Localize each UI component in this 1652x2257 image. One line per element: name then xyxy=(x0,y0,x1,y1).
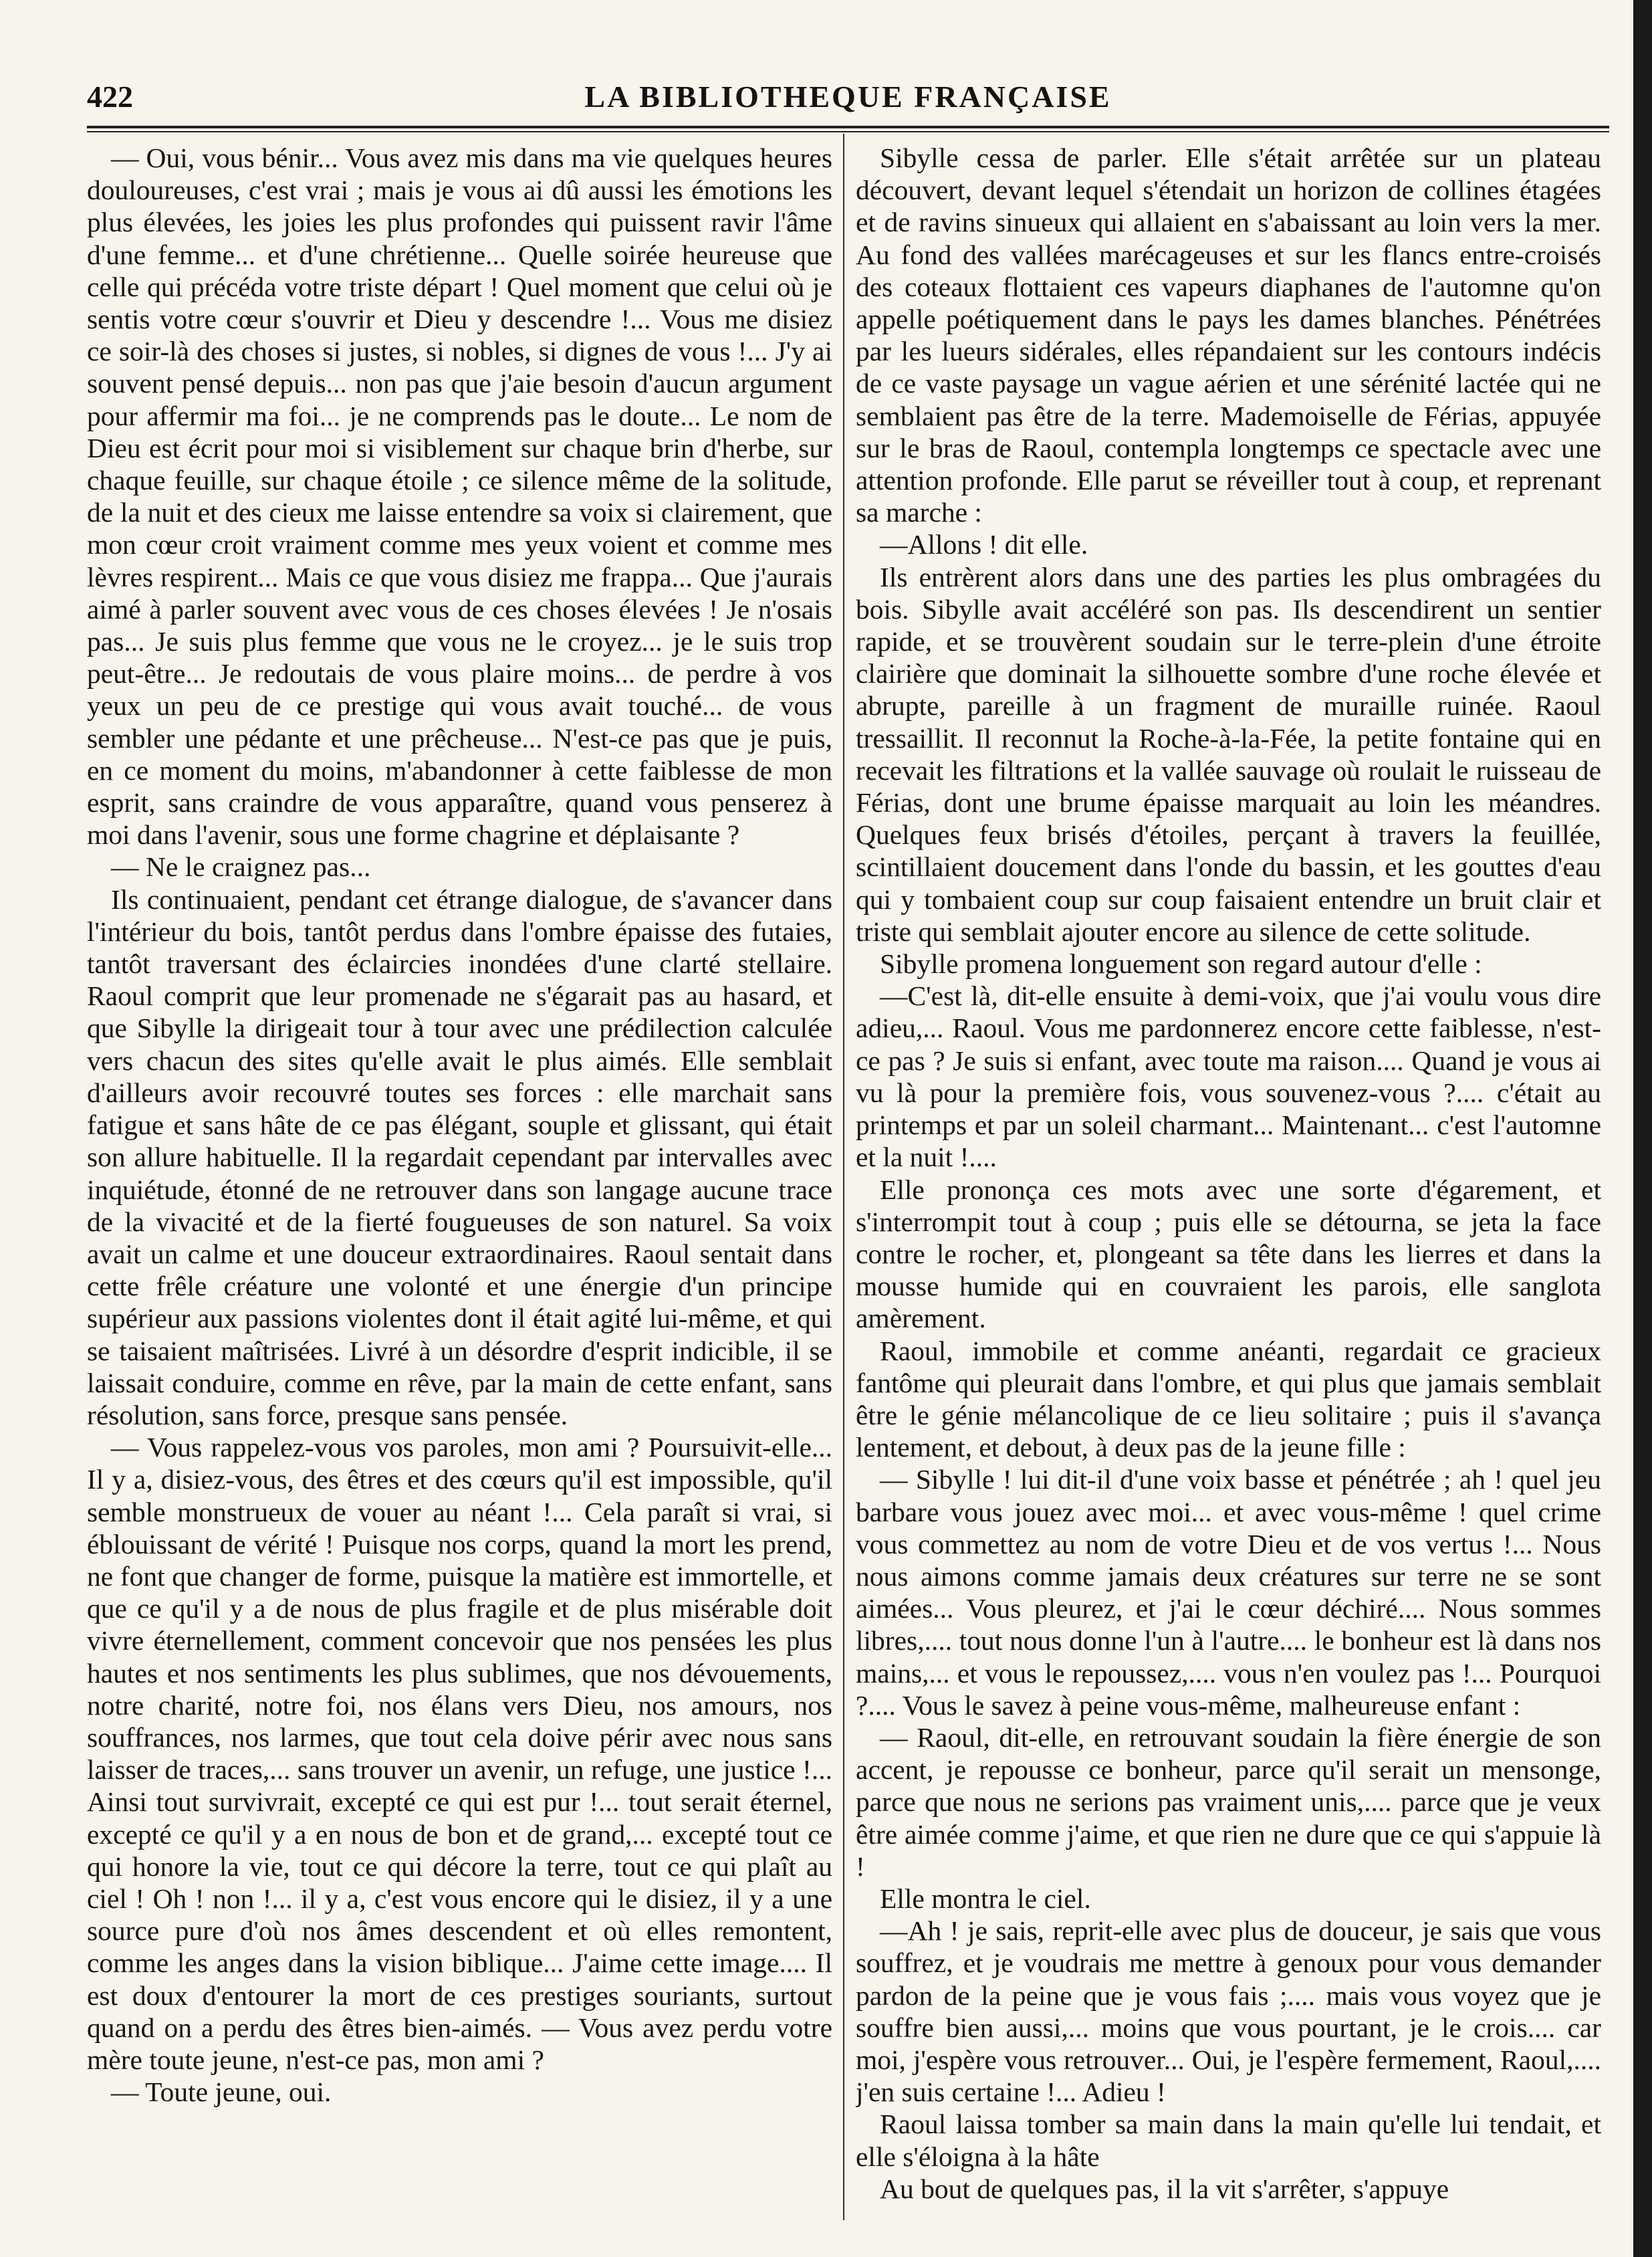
paragraph: Sibylle promena longuement son regard autour d'elle : xyxy=(880,948,1482,980)
left-column xyxy=(87,142,832,2222)
scan-edge xyxy=(1633,0,1652,2257)
page-header xyxy=(87,79,1609,120)
paragraph: Sibylle cessa de parler. Elle s'était arrêtée sur un plateau découvert, devant lequel s'étendait un horizon de collines étagées et de ravins sinueux qui allaient en s'abaissant au loin vers la mer. Au fond des vallées marécageuses et sur les flancs entre-croisés des coteaux flottaient ces vapeurs diaphanes de l'automne qu'on appelle poétiquement dans le pays les dames blanches. Pénétrées par les lueurs sidérales, elles répandaient sur les contours indécis de ce vaste paysage un vague aérien et une sérénité lactée qui ne semblaient pas être de la terre. Mademoiselle de Férias, appuyée sur le bras de Raoul, contempla longtemps ce spectacle avec une attention profonde. Elle parut se réveiller tout à coup, et reprenant sa marche : xyxy=(856,142,1601,528)
paragraph: — Toute jeune, oui. xyxy=(111,2076,332,2108)
paragraph: — Raoul, dit-elle, en retrouvant soudain la fière énergie de son accent, je repousse ce bonheur, parce qu'il serait un mensonge, parce que nous ne serions pas vraiment unis,.... parce que je veux être aimée comme j'aime, et que rien ne dure que ce qui s'appuie là ! xyxy=(856,1721,1601,1882)
header-rule-thin xyxy=(87,131,1609,132)
paragraph: Au bout de quelques pas, il la vit s'arrêter, s'appuye xyxy=(880,2173,1449,2204)
paragraph: Raoul laissa tomber sa main dans la main qu'elle lui tendait, et elle s'éloigna à la hâte xyxy=(856,2109,1601,2172)
paragraph: — Oui, vous bénir... Vous avez mis dans ma vie quelques heures douloureuses, c'est vrai ; mais je vous ai dû aussi les émotions les plus élevées, les joies les plus profondes qui puissent ravir l'âme d'une femme... et d'une chrétienne... Quelle soirée heureuse que celle qui précéda votre triste départ ! Quel moment que celui où je sentis votre cœur s'ouvrir et Dieu y descendre !... Vous me disiez ce soir-là des choses si justes, si nobles, si dignes de vous !... J'y ai souvent pensé depuis... non pas que j'aie besoin d'aucun argument pour affermir ma foi... je ne comprends pas le doute... Le nom de Dieu est écrit pour moi si visiblement sur chaque brin d'herbe, sur chaque feuille, sur chaque étoile ; ce silence même de la solitude, de la nuit et des cieux me laisse entendre sa voix si clairement, que mon cœur croit vraiment comme mes yeux voient et comme mes lèvres respirent... Mais ce que vous disiez me frappa... Que j'aurais aimé à parler souvent avec vous de ces choses élevées ! Je n'osais pas... Je suis plus femme que vous ne le croyez... je le suis trop peut-être... Je redoutais de vous plaire moins... de perdre à vos yeux un peu de ce prestige qui vous avait touché... de vous sembler une pédante et une prêcheuse... N'est-ce pas que je puis, en ce moment du moins, m'abandonner à cette faiblesse de mon esprit, sans craindre de vous apparaître, quand vous penserez à moi dans l'avenir, sous une forme chagrine et déplaisante ? xyxy=(87,142,832,851)
paragraph: Raoul, immobile et comme anéanti, regardait ce gracieux fantôme qui pleurait dans l'ombre, et qui plus que jamais semblait être le génie mélancolique de ce lieu solitaire ; puis il s'avança lentement, et debout, à deux pas de la jeune fille : xyxy=(856,1335,1601,1463)
paragraph: — Vous rappelez-vous vos paroles, mon ami ? Poursuivit-elle... Il y a, disiez-vous, des êtres et des cœurs qu'il est impossible, qu'il semble monstrueux de vouer au néant !... Cela paraît si vrai, si éblouissant de vérité ! Puisque nos corps, quand la mort les prend, ne font que changer de forme, puisque la matière est immortelle, et que ce qu'il y a de nous de plus fragile et de plus misérable doit vivre éternellement, comment concevoir que nos pensées les plus hautes et nos sentiments les plus sublimes, que nos dévouements, notre charité, notre foi, nos élans vers Dieu, nos amours, nos souffrances, nos larmes, que tout cela doive périr avec nous sans laisser de traces,... sans trouver un avenir, un refuge, une justice !... Ainsi tout survivrait, excepté ce qui est pur !... tout serait éternel, excepté ce qu'il y a en nous de bon et de grand,... excepté tout ce qui honore la vie, tout ce qui décore la terre, tout ce qui plaît au ciel ! Oh ! non !... il y a, c'est vous encore qui le disiez, il y a une source pure d'où nos âmes descendent et où elles remontent, comme les anges dans la vision biblique... J'aime cette image.... Il est doux d'entourer la mort de ces prestiges souriants, surtout quand on a perdu des êtres bien-aimés. — Vous avez perdu votre mère toute jeune, n'est-ce pas, mon ami ? xyxy=(87,1432,832,2075)
column-divider xyxy=(843,134,844,2220)
paragraph: —Allons ! dit elle. xyxy=(880,529,1088,560)
right-column xyxy=(856,142,1601,2222)
paragraph: —Ah ! je sais, reprit-elle avec plus de douceur, je sais que vous souffrez, et je voudrais me mettre à genoux pour vous demander pardon de la peine que je vous fais ;.... mais vous voyez que je souffre bien aussi,... moins que vous pourtant, je le crois.... car moi, j'espère vous retrouver... Oui, je l'espère fermement, Raoul,.... j'en suis certaine !... Adieu ! xyxy=(856,1915,1601,2108)
running-title: LA BIBLIOTHEQUE FRANÇAISE xyxy=(584,80,1112,114)
paragraph: — Sibylle ! lui dit-il d'une voix basse et pénétrée ; ah ! quel jeu barbare vous jouez avec moi... et avec vous-même ! quel crime vous commettez au nom de votre Dieu et de vos vertus !... Nous nous aimons comme jamais deux créatures sur terre ne se sont aimées... Vous pleurez, et j'ai le cœur déchiré.... Nous sommes libres,.... tout nous donne l'un à l'autre.... le bonheur est là dans nos mains,... et vous le repoussez,.... vous n'en voulez pas !... Pourquoi ?.... Vous le savez à peine vous-même, malheureuse enfant : xyxy=(856,1464,1601,1721)
paragraph: —C'est là, dit-elle ensuite à demi-voix, que j'ai voulu vous dire adieu,... Raoul. Vous me pardonnerez encore cette faiblesse, n'est-ce pas ? Je suis si enfant, avec toute ma raison.... Quand je vous ai vu là pour la première fois, vous souvenez-vous ?.... c'était au printemps et par un soleil charmant... Maintenant... c'est l'automne et la nuit !.... xyxy=(856,980,1601,1173)
paragraph: Ils entrèrent alors dans une des parties les plus ombragées du bois. Sibylle avait accéléré son pas. Ils descendirent un sentier rapide, et se trouvèrent soudain sur le terre-plein d'une étroite clairière que dominait la silhouette sombre d'une roche élevée et abrupte, pareille à un fragment de muraille ruinée. Raoul tressaillit. Il reconnut la Roche-à-la-Fée, la petite fontaine qui en recevait les filtrations et la vallée sauvage où roulait le ruisseau de Férias, dont une brume épaisse marquait au loin les méandres. Quelques feux brisés d'étoiles, perçant à travers la feuillée, scintillaient doucement dans l'onde du bassin, et les gouttes d'eau qui y tombaient coup sur coup faisaient entendre un bruit clair et triste qui semblait ajouter encore au silence de cette solitude. xyxy=(856,561,1601,947)
header-rule xyxy=(87,126,1609,128)
paragraph: Ils continuaient, pendant cet étrange dialogue, de s'avancer dans l'intérieur du bois, tantôt perdus dans l'ombre épaisse des futaies, tantôt traversant des éclaircies inondées d'une clarté stellaire. Raoul comprit que leur promenade ne s'égarait pas au hasard, et que Sibylle la dirigeait tour à tour avec une prédilection calculée vers chacun des sites qu'elle avait le plus aimés. Elle semblait d'ailleurs avoir recouvré toutes ses forces : elle marchait sans fatigue et sans hâte de ce pas élégant, souple et glissant, qui était son allure habituelle. Il la regardait cependant par intervalles avec inquiétude, étonné de ne retrouver dans son langage aucune trace de la vivacité et de la fierté fougueuses de son naturel. Sa voix avait un calme et une douceur extraordinaires. Raoul sentait dans cette frêle créature une volonté et une énergie d'un principe supérieur aux passions violentes dont il était agité lui-même, et qui se taisaient maîtrisées. Livré à un désordre d'esprit indicible, il se laissait conduire, comme en rêve, par la main de cette enfant, sans résolution, sans force, presque sans pensée. xyxy=(87,883,832,1430)
paragraph: Elle prononça ces mots avec une sorte d'égarement, et s'interrompit tout à coup ; puis elle se détourna, se jeta la face contre le rocher, et, plongeant sa tête dans les lierres et dans la mousse humide qui en couvraient les parois, elle sanglota amèrement. xyxy=(856,1174,1601,1334)
paragraph: Elle montra le ciel. xyxy=(880,1883,1091,1914)
page-number: 422 xyxy=(87,80,133,114)
paragraph: — Ne le craignez pas... xyxy=(111,851,371,883)
